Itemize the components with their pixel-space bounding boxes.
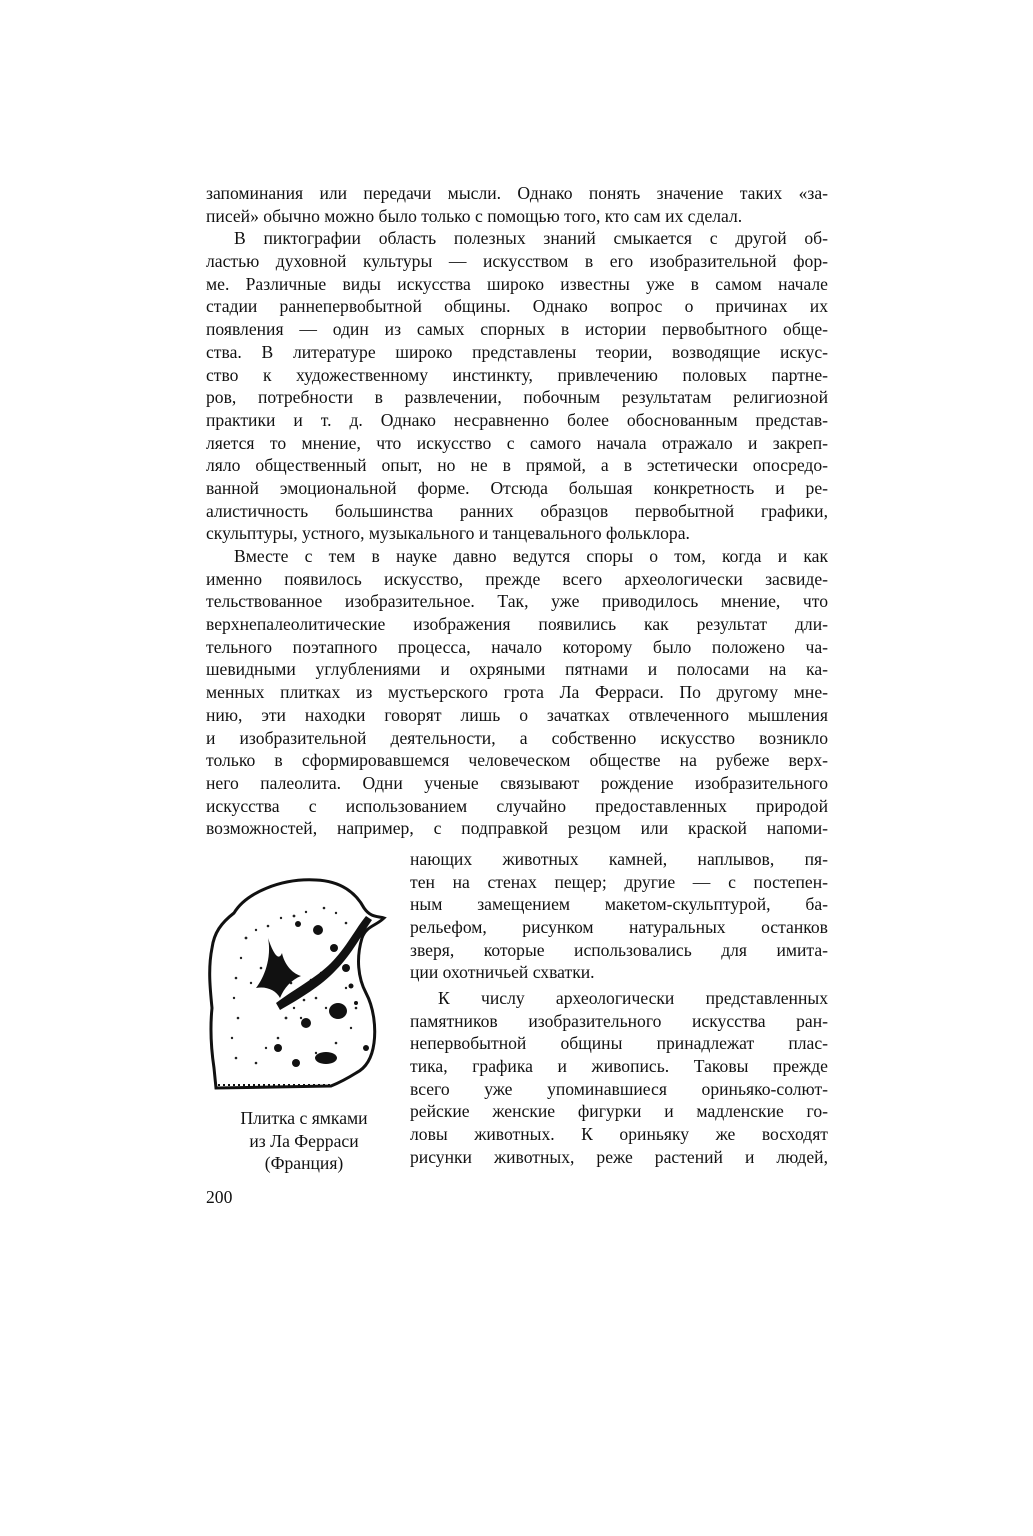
text-line: ров, потребности в развлечении, побочным результатам религиозной	[206, 387, 828, 408]
text-line: В пиктографии область полезных знаний смыкается с другой об-	[234, 228, 828, 249]
text-line: зверя, которые использовались для имита-	[410, 939, 828, 960]
text-line: алистичность большинства ранних образцов первобытной графики,	[206, 500, 828, 521]
text-line: памятников изобразительного искусства ран-	[410, 1010, 828, 1031]
text-line: нающих животных камней, наплывов, пя-	[410, 849, 828, 869]
caption-line: из Ла Ферраси	[249, 1130, 359, 1151]
text-line: практики и т. д. Однако несравненно более обоснованным представ-	[206, 409, 828, 430]
text-line: менных плитках из мустьерского грота Ла Ферраси. По другому мне-	[206, 682, 828, 703]
main-text-column	[206, 182, 828, 840]
text-line: скульптуры, устного, музыкального и танцевального фольклора.	[206, 523, 690, 544]
text-line: тен на стенах пещер; другие — с постепен-	[410, 871, 828, 892]
text-line: появления — один из самых спорных в истории первобытного обще-	[206, 319, 828, 340]
text-line: ства. В литературе широко представлены теории, возводящие искус-	[206, 341, 828, 362]
text-line: шевидными углублениями и охряными пятнами и полосами на ка-	[206, 659, 828, 680]
caption-line: Плитка с ямками	[240, 1108, 368, 1128]
narrow-text-block-2	[410, 987, 828, 1169]
text-line: только в сформировавшемся человеческом обществе на рубеже верх-	[206, 750, 828, 771]
text-line: ванной эмоциональной форме. Отсюда большая конкретность и ре-	[206, 477, 828, 498]
figure-caption	[206, 1107, 402, 1175]
text-line: именно появилось искусство, прежде всего археологически засвиде-	[206, 568, 828, 589]
page-number: 200	[206, 1187, 233, 1207]
text-line: рисунки животных, реже растений и людей,	[410, 1146, 828, 1167]
text-line: запоминания или передачи мысли. Однако понять значение таких «за-	[206, 183, 828, 203]
stone-slab-illustration	[206, 868, 396, 1094]
text-line: искусства с использованием случайно предоставленных природой	[206, 795, 828, 816]
text-line: ство к художественному инстинкту, привлечению половых партне-	[206, 364, 828, 385]
text-line: ляется то мнение, что искусство с самого начала отражало и закреп-	[206, 432, 828, 453]
text-line: ции охотничьей схватки.	[410, 962, 595, 983]
text-line: возможностей, например, с подправкой резцом или краской напоми-	[206, 818, 828, 839]
text-line: и изобразительной деятельности, а собственно искусство возникло	[206, 727, 828, 748]
caption-line: (Франция)	[264, 1153, 344, 1174]
text-line: рейские женские фигурки и мадленские го-	[410, 1101, 828, 1122]
text-line: тельствованное изобразительное. Так, уже приводилось мнение, что	[206, 591, 828, 612]
narrow-text-block-1	[410, 848, 828, 984]
text-line: ме. Различные виды искусства широко известны уже в самом начале	[206, 273, 828, 294]
text-line: рельефом, рисунком натуральных останков	[410, 917, 828, 938]
text-line: Вместе с тем в науке давно ведутся споры о том, когда и как	[234, 546, 828, 566]
text-line: него палеолита. Одни ученые связывают рождение изобразительного	[206, 772, 828, 793]
text-line: писей» обычно можно было только с помощью того, кто сам их сделал.	[206, 205, 743, 226]
text-line: ляло общественный опыт, но не в прямой, а в эстетически опосредо-	[206, 455, 828, 476]
text-line: К числу археологически представленных	[438, 988, 828, 1008]
text-line: ластью духовной культуры — искусством в его изобразительной фор-	[206, 251, 828, 272]
text-line: тельного поэтапного процесса, начало которому было положено ча-	[206, 636, 828, 657]
text-line: верхнепалеолитические изображения появились как результат дли-	[206, 614, 828, 635]
text-line: нию, эти находки говорят лишь о зачатках отвлеченного мышления	[206, 704, 828, 725]
text-line: ловы животных. К ориньяку же восходят	[410, 1124, 828, 1145]
text-line: непервобытной общины принадлежат плас-	[410, 1033, 828, 1054]
text-line: ным замещением макетом-скульптурой, ба-	[410, 894, 828, 915]
text-line: стадии раннепервобытной общины. Однако вопрос о причинах их	[206, 296, 828, 317]
text-line: всего уже упоминавшиеся ориньяко-солют-	[410, 1078, 828, 1099]
text-line: тика, графика и живопись. Таковы прежде	[410, 1056, 828, 1077]
